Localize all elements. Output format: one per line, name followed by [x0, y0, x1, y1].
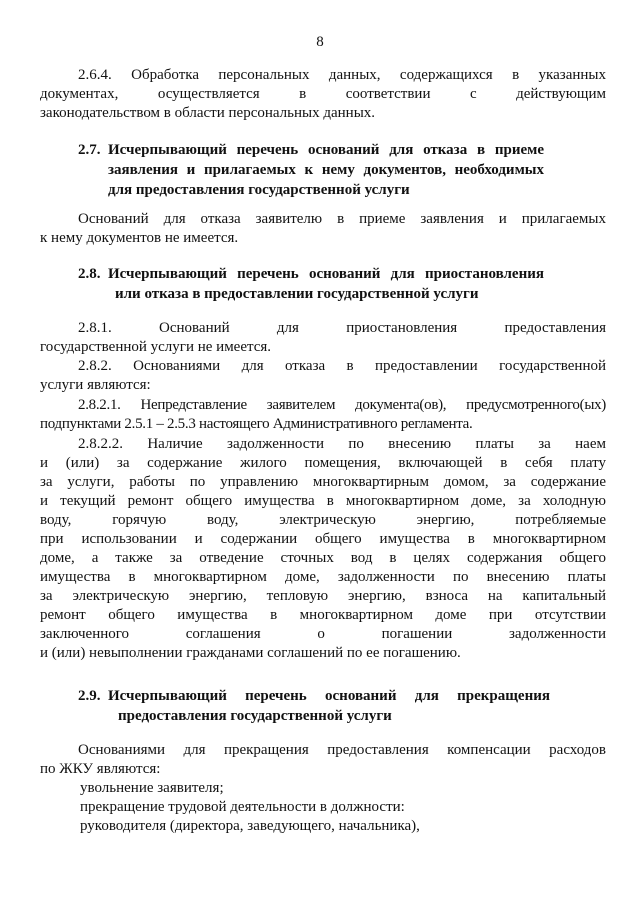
text-line: и (или) невыполнении гражданами соглашений по ее погашению.: [40, 645, 461, 661]
heading-line: заявления и прилагаемых к нему документов, необходимых: [108, 162, 544, 178]
text-line: за электрическую энергию, тепловую энергию, взноса на капитальный: [40, 588, 606, 604]
text-line: 2.8.2.2. Наличие задолженности по внесению платы за наем: [78, 436, 606, 452]
heading-line: или отказа в предоставлении государственной услуги: [115, 286, 479, 302]
heading-line: Исчерпывающий перечень оснований для приостановления: [108, 266, 544, 282]
list-item: прекращение трудовой деятельности в должности:: [80, 799, 405, 815]
text-line: к нему документов не имеется.: [40, 230, 239, 246]
text-line: заключенного соглашения о погашении задолженности: [40, 626, 606, 642]
section-heading-2-9: [78, 686, 550, 726]
text-line: воду, горячую воду, электрическую энергию, потребляемые: [40, 512, 606, 528]
text-line: и текущий ремонт общего имущества в многоквартирном доме, за холодную: [40, 493, 606, 509]
text-line: 2.6.4. Обработка персональных данных, содержащихся в указанных: [78, 67, 606, 83]
text-line: доме, а также за отведение сточных вод в целях содержания общего: [40, 550, 606, 566]
text-line: имущества в многоквартирном доме, задолженности по внесению платы: [40, 569, 606, 585]
text-line: Оснований для отказа заявителю в приеме заявления и прилагаемых: [78, 211, 606, 227]
heading-line: для предоставления государственной услуги: [108, 182, 410, 198]
text-line: по ЖКУ являются:: [40, 761, 161, 777]
paragraph-2-7: [40, 210, 606, 248]
text-line: 2.8.1. Оснований для приостановления предоставления: [78, 320, 606, 336]
text-line: государственной услуги не имеется.: [40, 339, 272, 355]
section-number: 2.9.: [78, 688, 101, 704]
text-line: и (или) за содержание жилого помещения, включающей в себя плату: [40, 455, 606, 471]
heading-line: Исчерпывающий перечень оснований для прекращения: [108, 688, 550, 704]
text-line: подпунктами 2.5.1 – 2.5.3 настоящего Административного регламента.: [40, 416, 473, 432]
paragraph-2-8-2-2: [40, 435, 606, 663]
paragraph-2-9: [40, 741, 606, 779]
section-heading-2-7: [78, 140, 544, 200]
text-line: ремонт общего имущества в многоквартирном доме при отсутствии: [40, 607, 606, 623]
text-line: при использовании и содержании общего имущества в многоквартирном: [40, 531, 606, 547]
paragraph-2-8-1: [40, 319, 606, 357]
text-line: 2.8.2.1. Непредставление заявителем документа(ов), предусмотренного(ых): [78, 397, 606, 413]
list-item: увольнение заявителя;: [80, 780, 224, 796]
page-number: 8: [316, 34, 324, 50]
paragraph-2-8-2: [40, 357, 606, 395]
text-line: услуги являются:: [40, 377, 151, 393]
heading-line: предоставления государственной услуги: [118, 708, 392, 724]
text-line: 2.8.2. Основаниями для отказа в предоставлении государственной: [78, 358, 606, 374]
list-item: руководителя (директора, заведующего, начальника),: [80, 818, 420, 834]
section-heading-2-8: [78, 264, 544, 304]
heading-line: Исчерпывающий перечень оснований для отказа в приеме: [108, 142, 544, 158]
text-line: законодательством в области персональных данных.: [40, 105, 376, 121]
paragraph-2-6-4: [40, 66, 606, 123]
text-line: документах, осуществляется в соответствии с действующим: [40, 86, 606, 102]
text-line: за услуги, работы по управлению многоквартирным домом, за содержание: [40, 474, 606, 490]
text-line: Основаниями для прекращения предоставления компенсации расходов: [78, 742, 606, 758]
termination-grounds-list: [40, 779, 606, 836]
paragraph-2-8-2-1: [40, 396, 606, 434]
section-number: 2.8.: [78, 266, 101, 282]
section-number: 2.7.: [78, 142, 101, 158]
